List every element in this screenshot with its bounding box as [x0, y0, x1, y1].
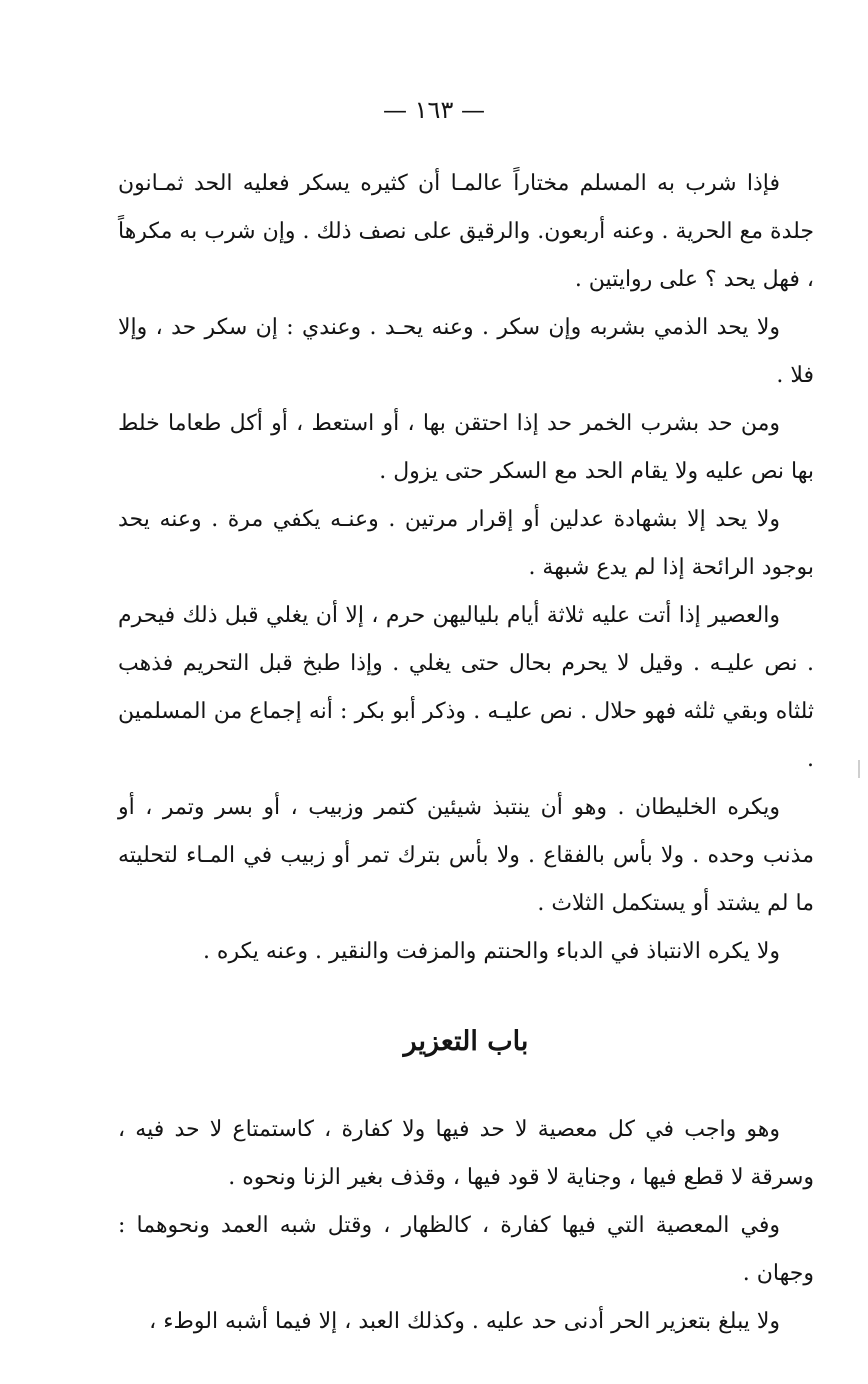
page-body [118, 160, 814, 1346]
paragraph-kaffara: وفي المعصية التي فيها كفارة ، كالظهار ، وقتل شبه العمد ونحوهما : وجهان . [118, 1213, 814, 1286]
paragraph-juice: والعصير إذا أتت عليه ثلاثة أيام بلياليهن حرم ، إلا أن يغلي قبل ذلك فيحرم . نص عليـه . وقيل لا يحرم بحال حتى يغلي . وإذا طبخ قبل التحريم فذهب ثلثاه وبقي ثلثه فهو حلال . نص عليـه . وذكر أبو بكر : أنه إجماع من المسلمين . [118, 603, 814, 772]
paragraph-mixtures: ويكره الخليطان . وهو أن ينتبذ شيئين كتمر وزبيب ، أو بسر وتمر ، أو مذنب وحده . ولا بأس بالفقاع . ولا بأس بترك تمر أو زبيب في المـاء لتحليته ما لم يشتد أو يستكمل الثلاث . [118, 795, 814, 916]
paragraph-evidence: ولا يحد إلا بشهادة عدلين أو إقرار مرتين . وعنـه يكفي مرة . وعنه يحد بوجود الرائحة إذا لم يدع شبهة . [118, 507, 814, 580]
page-number: — ١٦٣ — [383, 96, 485, 124]
paragraph-vessels: ولا يكره الانتباذ في الدباء والحنتم والمزفت والنقير . وعنه يكره . [202, 939, 780, 964]
paragraph-limit: ولا يبلغ بتعزير الحر أدنى حد عليه . وكذلك العبد ، إلا فيما أشبه الوطء ، [149, 1309, 780, 1334]
scan-edge-mark [858, 760, 860, 778]
section-heading: باب التعزير [403, 1026, 529, 1057]
paragraph-dhimmi: ولا يحد الذمي بشربه وإن سكر . وعنه يحـد . وعندي : إن سكر حد ، وإلا فلا . [118, 315, 814, 388]
paragraph-drinker-punishment: فإذا شرب به المسلم مختاراً عالمـا أن كثيره يسكر فعليه الحد ثمـانون جلدة مع الحرية . وعنه أربعون. والرقيق على نصف ذلك . وإن شرب به مكرهاً ، فهل يحد ؟ على روايتين . [118, 171, 814, 292]
paragraph-tazir-definition: وهو واجب في كل معصية لا حد فيها ولا كفارة ، كاستمتاع لا حد فيه ، وسرقة لا قطع فيها ، وجناية لا قود فيها ، وقذف بغير الزنا ونحوه . [118, 1117, 814, 1190]
paragraph-other-means: ومن حد بشرب الخمر حد إذا احتقن بها ، أو استعط ، أو أكل طعاما خلط بها نص عليه ولا يقام الحد مع السكر حتى يزول . [118, 411, 814, 484]
